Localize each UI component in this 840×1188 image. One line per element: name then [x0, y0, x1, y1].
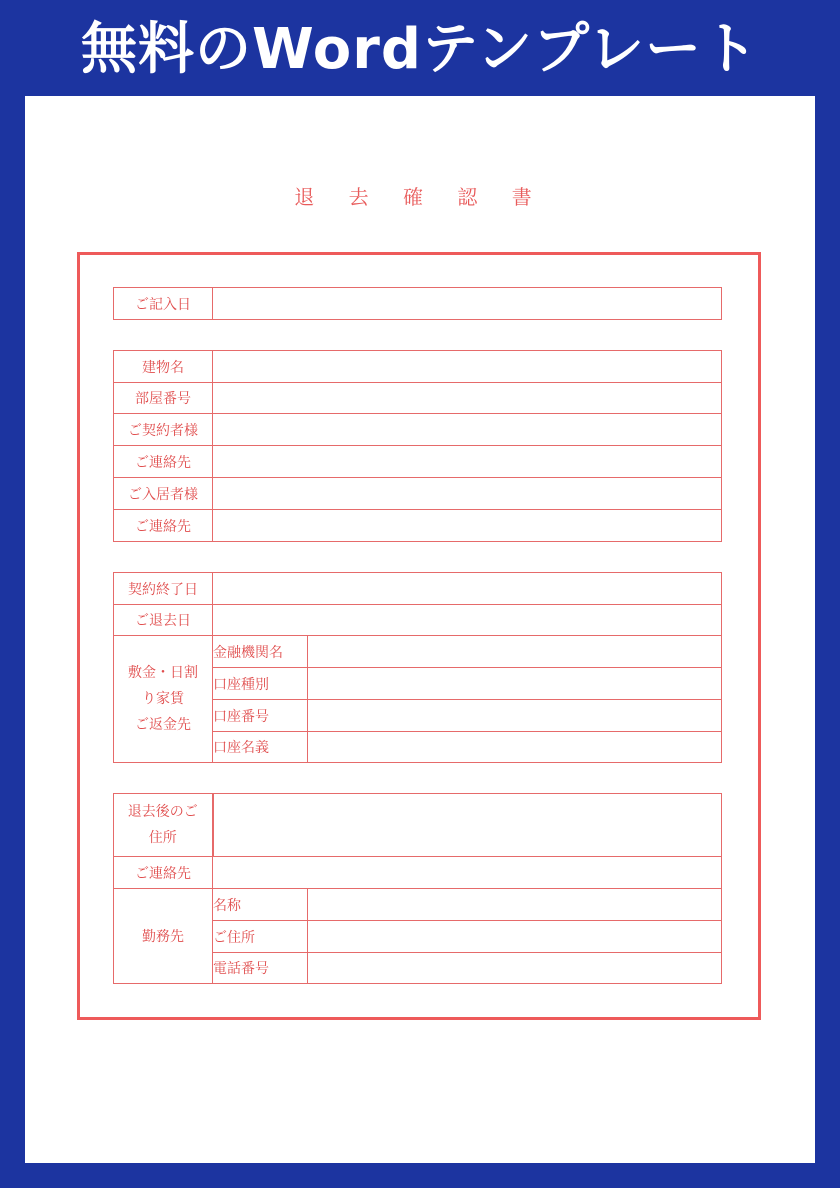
after-moveout-table [113, 793, 722, 984]
new-address-label [114, 794, 213, 857]
contractor-contact-field[interactable] [213, 446, 722, 478]
document-page [25, 96, 815, 1163]
refund-label-line-1: 敷金・日割 [128, 665, 198, 681]
new-contact-label: ご連絡先 [114, 857, 213, 889]
resident-contact-field[interactable] [213, 510, 722, 542]
workplace-label: 勤務先 [114, 889, 213, 984]
banner-title: 無料のWordテンプレート [81, 17, 759, 82]
account-type-label: 口座種別 [213, 668, 308, 700]
date-field[interactable] [213, 288, 722, 320]
bank-name-label: 金融機関名 [213, 636, 308, 668]
new-address-label-line-2: 住所 [148, 830, 177, 846]
new-contact-field[interactable] [213, 857, 722, 889]
contract-end-field[interactable] [213, 573, 722, 605]
contractor-contact-label: ご連絡先 [114, 446, 213, 478]
contract-end-label: 契約終了日 [114, 573, 213, 605]
document-title: 退 去 確 認 書 [294, 185, 546, 209]
building-name-field[interactable] [213, 351, 722, 383]
account-holder-field[interactable] [308, 732, 722, 763]
account-holder-label: 口座名義 [213, 732, 308, 763]
workplace-name-label: 名称 [213, 889, 308, 921]
account-number-label: 口座番号 [213, 700, 308, 732]
contractor-label: ご契約者様 [114, 414, 213, 446]
resident-field[interactable] [213, 478, 722, 510]
workplace-phone-label: 電話番号 [213, 953, 308, 984]
resident-contact-label: ご連絡先 [114, 510, 213, 542]
new-address-label-line-1: 退去後のご [127, 804, 198, 820]
bank-name-field[interactable] [308, 636, 722, 668]
new-address-field[interactable] [213, 794, 722, 857]
room-number-label: 部屋番号 [114, 383, 213, 414]
account-number-field[interactable] [308, 700, 722, 732]
contract-table [113, 572, 722, 763]
resident-label: ご入居者様 [114, 478, 213, 510]
workplace-address-field[interactable] [308, 921, 722, 953]
account-type-field[interactable] [308, 668, 722, 700]
refund-label-line-3: ご返金先 [135, 717, 191, 733]
building-name-label: 建物名 [114, 351, 213, 383]
refund-label-line-2: り家賃 [142, 691, 184, 707]
room-number-field[interactable] [213, 383, 722, 414]
moveout-date-label: ご退去日 [114, 605, 213, 636]
date-label: ご記入日 [114, 288, 213, 320]
moveout-date-field[interactable] [213, 605, 722, 636]
contractor-field[interactable] [213, 414, 722, 446]
property-table [113, 350, 722, 542]
workplace-address-label: ご住所 [213, 921, 308, 953]
refund-label [114, 636, 213, 763]
workplace-phone-field[interactable] [308, 953, 722, 984]
workplace-name-field[interactable] [308, 889, 722, 921]
date-table [113, 287, 722, 320]
